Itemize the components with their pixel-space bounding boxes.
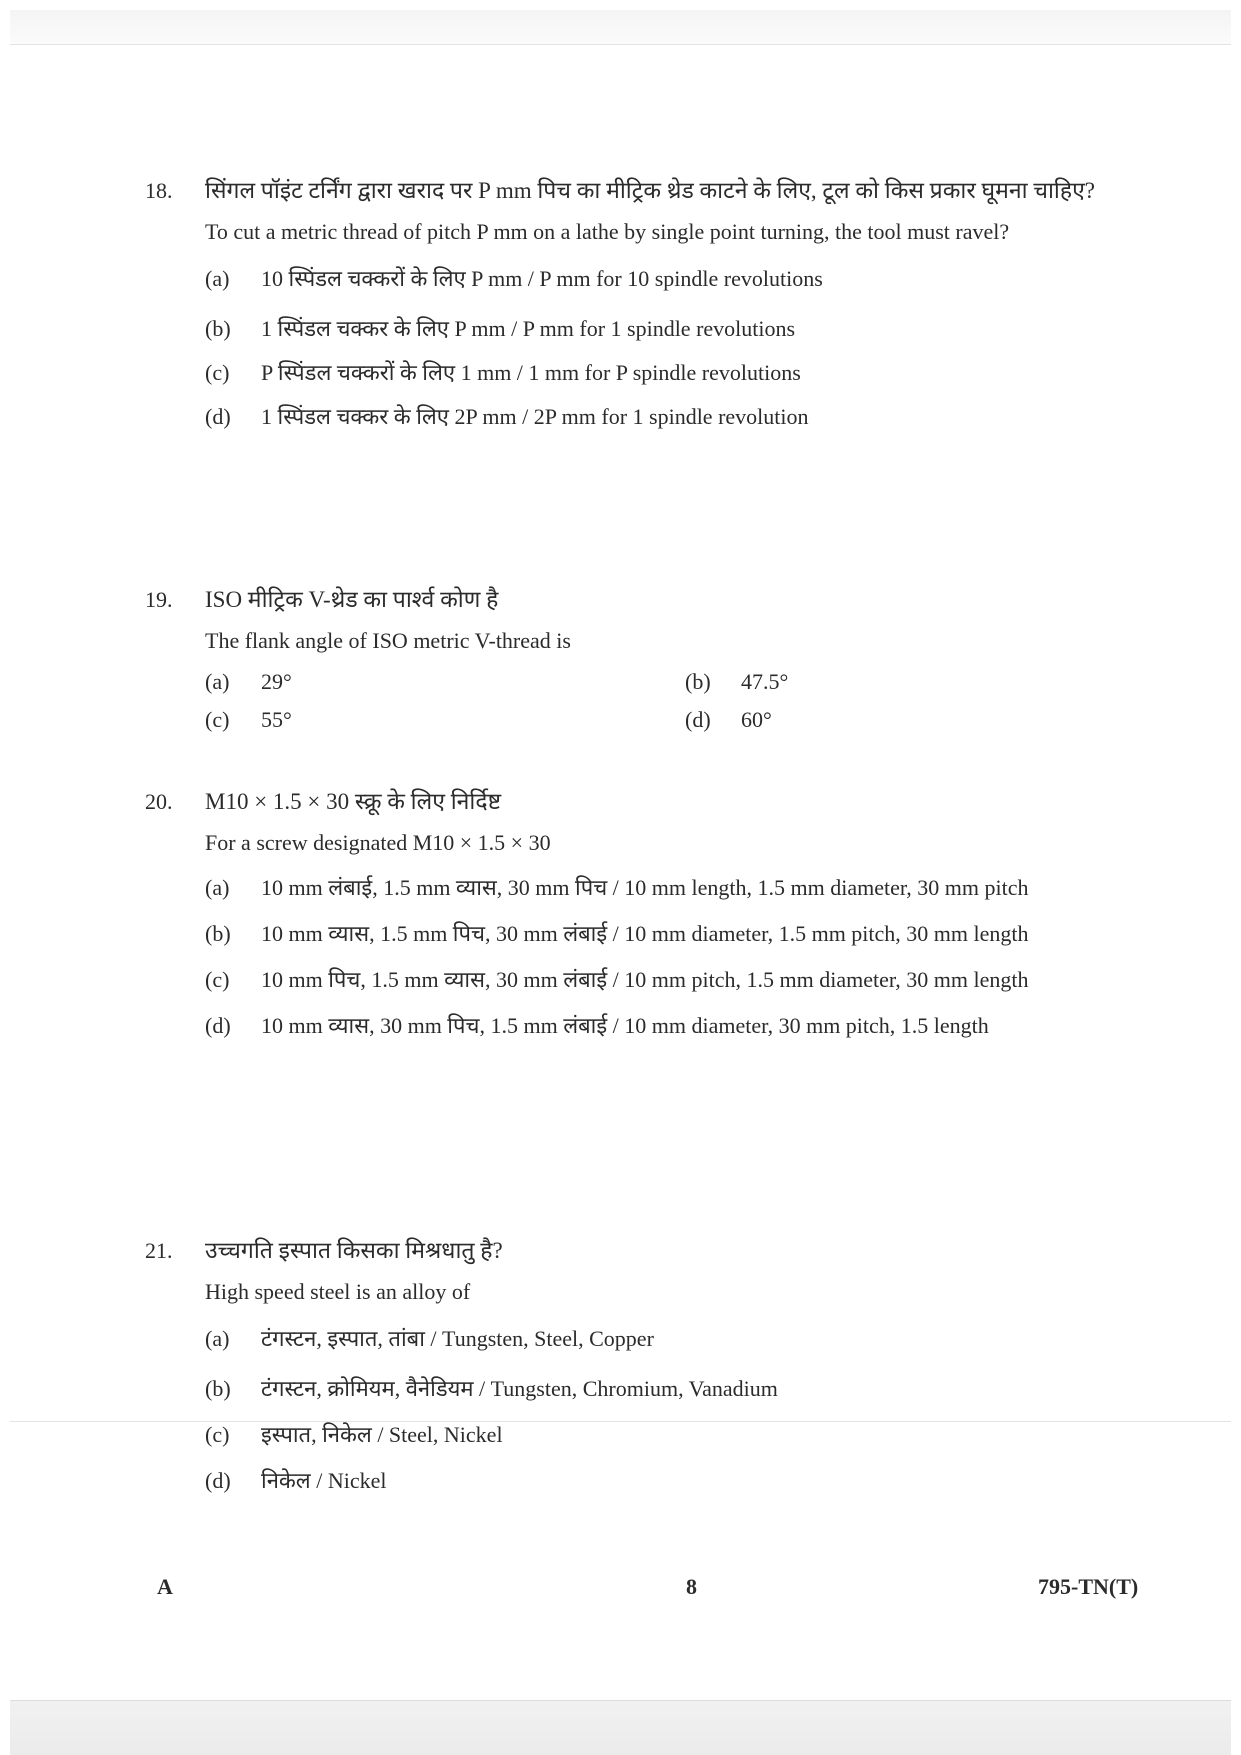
option-b[interactable] xyxy=(205,312,1155,346)
question-20 xyxy=(145,789,1155,1043)
question-body xyxy=(205,173,1155,434)
question-text-hindi: उच्चगति इस्पात किसका मिश्रधातु है? xyxy=(205,1238,503,1263)
option-a[interactable] xyxy=(205,1322,1155,1356)
option-text: 10 mm लंबाई, 1.5 mm व्यास, 30 mm पिच / 10 mm length, 1.5 mm diameter, 30 mm pitch xyxy=(261,875,1029,900)
option-label: (a) xyxy=(205,669,230,694)
question-number: 18. xyxy=(145,178,173,203)
question-text-hindi: सिंगल पॉइंट टर्निंग द्वारा खराद पर P mm पिच का मीट्रिक थ्रेड काटने के लिए, टूल को किस प्रकार घूमना चाहिए? xyxy=(205,178,1095,203)
option-c[interactable] xyxy=(205,356,1155,390)
options-grid xyxy=(205,665,1155,737)
option-a[interactable] xyxy=(205,665,685,699)
option-label: (c) xyxy=(205,967,230,992)
option-label: (d) xyxy=(205,1013,231,1038)
option-label: (d) xyxy=(205,1468,231,1493)
question-18 xyxy=(145,178,1155,434)
option-d[interactable] xyxy=(205,1009,1155,1043)
option-text: टंगस्टन, क्रोमियम, वैनेडियम / Tungsten, Chromium, Vanadium xyxy=(261,1376,778,1401)
option-label: (d) xyxy=(205,404,231,429)
option-label: (b) xyxy=(205,921,231,946)
question-number: 21. xyxy=(145,1238,173,1263)
question-number: 20. xyxy=(145,789,173,814)
option-label: (a) xyxy=(205,1326,230,1351)
option-c[interactable] xyxy=(205,963,1155,997)
option-label: (b) xyxy=(205,1376,231,1401)
option-text: 10 mm व्यास, 1.5 mm पिच, 30 mm लंबाई / 10 mm diameter, 1.5 mm pitch, 30 mm length xyxy=(261,921,1029,946)
option-text: 10 स्पिंडल चक्करों के लिए P mm / P mm for 10 spindle revolutions xyxy=(261,266,823,291)
option-b[interactable] xyxy=(685,665,1105,699)
option-d[interactable] xyxy=(205,1464,1155,1498)
option-d[interactable] xyxy=(205,400,1155,434)
option-text: 1 स्पिंडल चक्कर के लिए P mm / P mm for 1 spindle revolutions xyxy=(261,316,796,341)
question-number: 19. xyxy=(145,587,173,612)
footer-paper-code: 795-TN(T) xyxy=(1038,1574,1139,1599)
option-label: (c) xyxy=(205,707,230,732)
option-label: (d) xyxy=(685,707,711,732)
question-text-english: To cut a metric thread of pitch P mm on a lathe by single point turning, the tool must ravel? xyxy=(205,219,1010,244)
option-text: 47.5° xyxy=(741,669,789,694)
option-text: 1 स्पिंडल चक्कर के लिए 2P mm / 2P mm for 1 spindle revolution xyxy=(261,404,809,429)
question-body xyxy=(205,1233,1155,1498)
question-text-english: High speed steel is an alloy of xyxy=(205,1279,471,1304)
option-label: (b) xyxy=(205,316,231,341)
option-text: इस्पात, निकेल / Steel, Nickel xyxy=(261,1422,503,1447)
option-label: (c) xyxy=(205,360,230,385)
option-label: (a) xyxy=(205,266,230,291)
option-b[interactable] xyxy=(205,917,1155,951)
option-text: P स्पिंडल चक्करों के लिए 1 mm / 1 mm for P spindle revolutions xyxy=(261,360,801,385)
question-text-english: The flank angle of ISO metric V-thread is xyxy=(205,628,571,653)
footer-booklet-series: A xyxy=(157,1574,173,1599)
option-text: निकेल / Nickel xyxy=(261,1468,387,1493)
scan-top-edge xyxy=(10,10,1231,45)
option-a[interactable] xyxy=(205,262,1155,296)
option-text: टंगस्टन, इस्पात, तांबा / Tungsten, Steel, Copper xyxy=(261,1326,654,1351)
question-19 xyxy=(145,587,1155,737)
option-text: 29° xyxy=(261,669,292,694)
option-text: 60° xyxy=(741,707,772,732)
option-text: 10 mm पिच, 1.5 mm व्यास, 30 mm लंबाई / 10 mm pitch, 1.5 mm diameter, 30 mm length xyxy=(261,967,1029,992)
scan-bottom-edge xyxy=(10,1700,1231,1755)
option-c[interactable] xyxy=(205,1418,1155,1452)
option-c[interactable] xyxy=(205,703,685,737)
option-label: (c) xyxy=(205,1422,230,1447)
question-text-english: For a screw designated M10 × 1.5 × 30 xyxy=(205,830,551,855)
option-a[interactable] xyxy=(205,871,1155,905)
option-label: (b) xyxy=(685,669,711,694)
option-text: 55° xyxy=(261,707,292,732)
question-body xyxy=(205,784,1155,1043)
option-text: 10 mm व्यास, 30 mm पिच, 1.5 mm लंबाई / 10 mm diameter, 30 mm pitch, 1.5 length xyxy=(261,1013,989,1038)
option-b[interactable] xyxy=(205,1372,1155,1406)
question-body xyxy=(205,582,1155,737)
question-text-hindi: M10 × 1.5 × 30 स्क्रू के लिए निर्दिष्ट xyxy=(205,789,502,814)
option-d[interactable] xyxy=(685,703,1105,737)
question-text-hindi: ISO मीट्रिक V-थ्रेड का पार्श्व कोण है xyxy=(205,587,499,612)
footer-page-number: 8 xyxy=(686,1574,697,1599)
option-label: (a) xyxy=(205,875,230,900)
question-21 xyxy=(145,1238,1155,1498)
